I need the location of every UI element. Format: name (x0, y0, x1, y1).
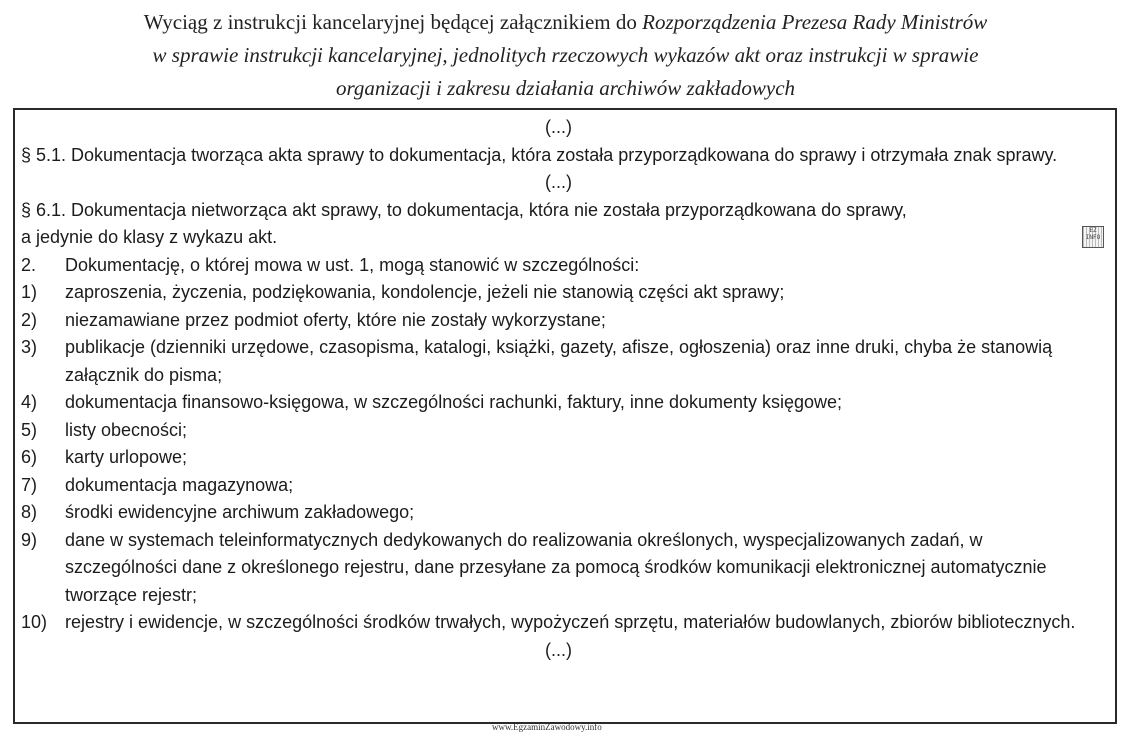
list-item-text: karty urlopowe; (65, 447, 188, 467)
ellipsis-bottom: (...) (545, 639, 572, 660)
excerpt-content (21, 114, 1096, 664)
list-item-number: 8) (21, 502, 38, 522)
header-line-1 (0, 6, 1131, 39)
ellipsis-middle: (...) (545, 172, 572, 192)
source-watermark: www.EgzaminZawodowy.info (492, 722, 602, 732)
list-item (21, 279, 1096, 307)
enumerated-list (21, 279, 1096, 637)
header-line-1-plain: Wyciąg z instrukcji kancelaryjnej będącej załącznikiem do (143, 10, 643, 34)
list-item-number: 9) (21, 529, 38, 550)
list-item-number: 6) (21, 447, 38, 467)
header-line-2: w sprawie instrukcji kancelaryjnej, jednolitych rzeczowych wykazów akt oraz instrukcji w sprawie (152, 43, 979, 67)
list-item-text: środki ewidencyjne archiwum zakładowego; (65, 502, 415, 522)
header-line-3: organizacji i zakresu działania archiwów zakładowych (335, 76, 796, 100)
list-item-text: dokumentacja magazynowa; (65, 474, 294, 495)
list-item-text: rejestry i ewidencje, w szczególności środków trwałych, wypożyczeń sprzętu, materiałów budowlanych, zbiorów bibliotecznych. (65, 612, 1076, 632)
list-item-number: 2) (21, 309, 38, 330)
list-item (21, 307, 1096, 335)
list-item-number: 4) (21, 392, 38, 412)
point-2-number: 2. (21, 254, 37, 275)
list-item (21, 609, 1096, 637)
list-item (21, 444, 1096, 472)
list-item (21, 334, 1096, 389)
header-line-1-italic: Rozporządzenia Prezesa Rady Ministrów (642, 10, 988, 34)
point-2-text: Dokumentację, o której mowa w ust. 1, mogą stanowić w szczególności: (65, 254, 640, 275)
list-item (21, 389, 1096, 417)
list-item-number: 5) (21, 419, 38, 440)
list-item-number: 10) (21, 612, 48, 632)
qr-code-stamp: EZ INFO (1082, 226, 1104, 248)
list-item-text: dane w systemach teleinformatycznych dedykowanych do realizowania określonych, wyspecjalizowanych zadań, w szczególności dane z określonego rejestru, dane przesyłane za pomocą środków komunikacji elektronicznej automatycznie tworzące rejestr; (65, 529, 1047, 605)
list-item-number: 3) (21, 337, 38, 357)
list-item-text: niezamawiane przez podmiot oferty, które nie zostały wykorzystane; (65, 309, 606, 330)
paragraph-5-1: § 5.1. Dokumentacja tworząca akta sprawy to dokumentacja, która została przyporządkowana do sprawy i otrzymała znak sprawy. (21, 144, 1058, 165)
list-item (21, 417, 1096, 445)
list-item-number: 1) (21, 282, 38, 302)
list-item (21, 527, 1096, 610)
point-2 (21, 252, 1096, 280)
list-item-number: 7) (21, 474, 38, 495)
list-item-text: publikacje (dzienniki urzędowe, czasopisma, katalogi, książki, gazety, afisze, ogłoszenia) oraz inne druki, chyba że stanowią załącznik do pisma; (65, 337, 1053, 385)
list-item-text: dokumentacja finansowo-księgowa, w szczególności rachunki, faktury, inne dokumenty księgowe; (65, 392, 843, 412)
document-header (0, 6, 1131, 105)
ellipsis-top: (...) (545, 117, 572, 137)
list-item-text: listy obecności; (65, 419, 188, 440)
list-item-text: zaproszenia, życzenia, podziękowania, kondolencje, jeżeli nie stanowią części akt sprawy; (65, 282, 785, 302)
list-item (21, 472, 1096, 500)
paragraph-6-1-line-2: a jedynie do klasy z wykazu akt. (21, 227, 278, 247)
list-item (21, 499, 1096, 527)
paragraph-6-1-line-1: § 6.1. Dokumentacja nietworząca akt sprawy, to dokumentacja, która nie została przyporządkowana do sprawy, (21, 199, 907, 220)
